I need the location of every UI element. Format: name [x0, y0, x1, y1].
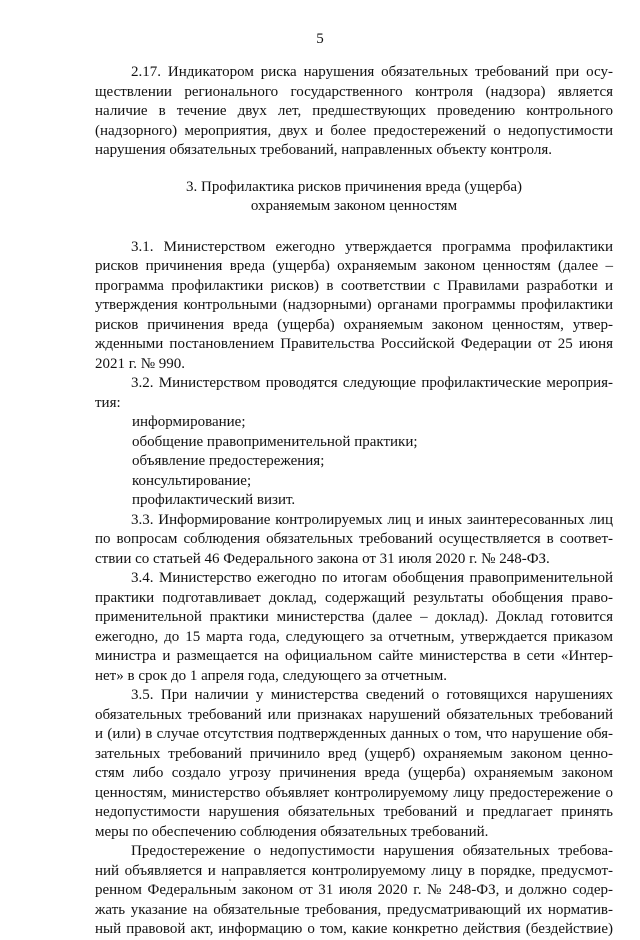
text-line: стям либо создало угрозу причинения вреда (ущерба) охраняемым законом	[95, 765, 613, 781]
text-line: жденными постановлением Правительства Российской Федерации от 25 июня	[95, 336, 613, 352]
heading-line: охраняемым законом ценностям	[250, 198, 458, 214]
text-line: меры по обеспечению соблюдения обязательных требований.	[95, 823, 489, 840]
text-line: министра и размещается на официальном сайте министерства в сети «Интер-	[95, 648, 613, 664]
text-line: по вопросам соблюдения обязательных требований осуществляется в соответ-	[95, 531, 613, 547]
text-line: 3.5. При наличии у министерства сведений о готовящихся нарушениях	[131, 687, 613, 703]
text-line: обязательных требований или признаках нарушений обязательных требований	[95, 706, 613, 723]
text-line: ществлении регионального государственного контроля (надзора) является	[95, 83, 613, 100]
paragraph-2-17	[95, 63, 613, 161]
text-line: (надзорного) мероприятия, двух и более предостережений о недопустимости	[95, 122, 613, 139]
list-item: объявление предостережения;	[132, 453, 325, 469]
text-line: 2.17. Индикатором риска нарушения обязательных требований при осу-	[131, 64, 613, 80]
text-line: ный правовой акт, информацию о том, какие конкретно действия (бездействие)	[95, 921, 613, 937]
text-line: рисков причинения вреда (ущерба) охраняемым законом ценностям (далее –	[95, 258, 613, 274]
text-line: наличие в течение двух лет, предшествующих проведению контрольного	[95, 103, 613, 119]
text-line: жать указание на обязательные требования, предусматривающий их норматив-	[95, 901, 613, 918]
text-line: 3.3. Информирование контролируемых лиц и иных заинтересованных лиц	[131, 511, 613, 528]
text-line: 2021 г. № 990.	[95, 355, 186, 372]
text-line: нарушения обязательных требований, направленных объекту контроля.	[95, 142, 552, 158]
list-item: обобщение правоприменительной практики;	[132, 433, 418, 450]
text-line: недопустимости нарушения обязательных требований и предлагает принять	[95, 804, 613, 820]
text-line: практики подготавливает доклад, содержащий результаты обобщения право-	[95, 589, 613, 606]
text-line: утверждения контрольными (надзорными) органами программы профилактики	[95, 297, 613, 313]
page-number: 5	[316, 31, 324, 47]
prevention-measures-list	[95, 413, 613, 511]
text-line: зательных требований причинило вред (ущерб) охраняемым законом ценно-	[95, 745, 613, 762]
text-line: программа профилактики рисков) в соответствии с Правилами разработки и	[95, 277, 613, 294]
section-heading	[95, 178, 613, 217]
list-item: консультирование;	[132, 472, 252, 489]
text-line: 3.4. Министерство ежегодно по итогам обобщения правоприменительной	[131, 570, 613, 586]
text-line: рисков причинения вреда (ущерба) охраняемым законом ценностям, утвер-	[95, 316, 613, 333]
text-line: 3.1. Министерством ежегодно утверждается программа профилактики	[131, 238, 613, 255]
text-line: и (или) в случае отсутствия подтвержденных данных о том, что нарушение обя-	[95, 726, 613, 742]
paragraph-warning	[95, 842, 613, 940]
text-line: 3.2. Министерством проводятся следующие профилактические мероприя-	[131, 375, 613, 391]
text-line: ствии со статьей 46 Федерального закона от 31 июля 2020 г. № 248-ФЗ.	[95, 550, 550, 567]
text-line: Предостережение о недопустимости нарушения обязательных требова-	[131, 843, 613, 859]
paragraph-3-5	[95, 686, 613, 842]
paragraph-3-4	[95, 569, 613, 686]
heading-line: 3. Профилактика рисков причинения вреда (ущерба)	[186, 178, 522, 195]
scan-speck	[229, 879, 231, 881]
paragraph-3-1	[95, 238, 613, 375]
paragraph-3-3	[95, 511, 613, 570]
text-line: применительной практики министерства (далее – доклад). Доклад готовится	[95, 609, 613, 625]
text-line: ценностям, министерство объявляет контролируемому лицу предостережение о	[95, 784, 613, 801]
text-line: ежегодно, до 15 марта года, следующего за отчетным, утверждается приказом	[95, 628, 613, 645]
text-line: нет» в срок до 1 апреля года, следующего за отчетным.	[95, 667, 448, 684]
page-content	[95, 63, 613, 940]
list-item: профилактический визит.	[132, 492, 296, 508]
text-line: тия:	[95, 394, 121, 411]
text-line: ний объявляется и направляется контролируемому лицу в порядке, предусмот-	[95, 862, 613, 879]
paragraph-3-2	[95, 374, 613, 413]
list-item: информирование;	[132, 414, 246, 430]
text-line: ренном Федеральным законом от 31 июля 2020 г. № 248-ФЗ, и должно содер-	[95, 882, 613, 898]
